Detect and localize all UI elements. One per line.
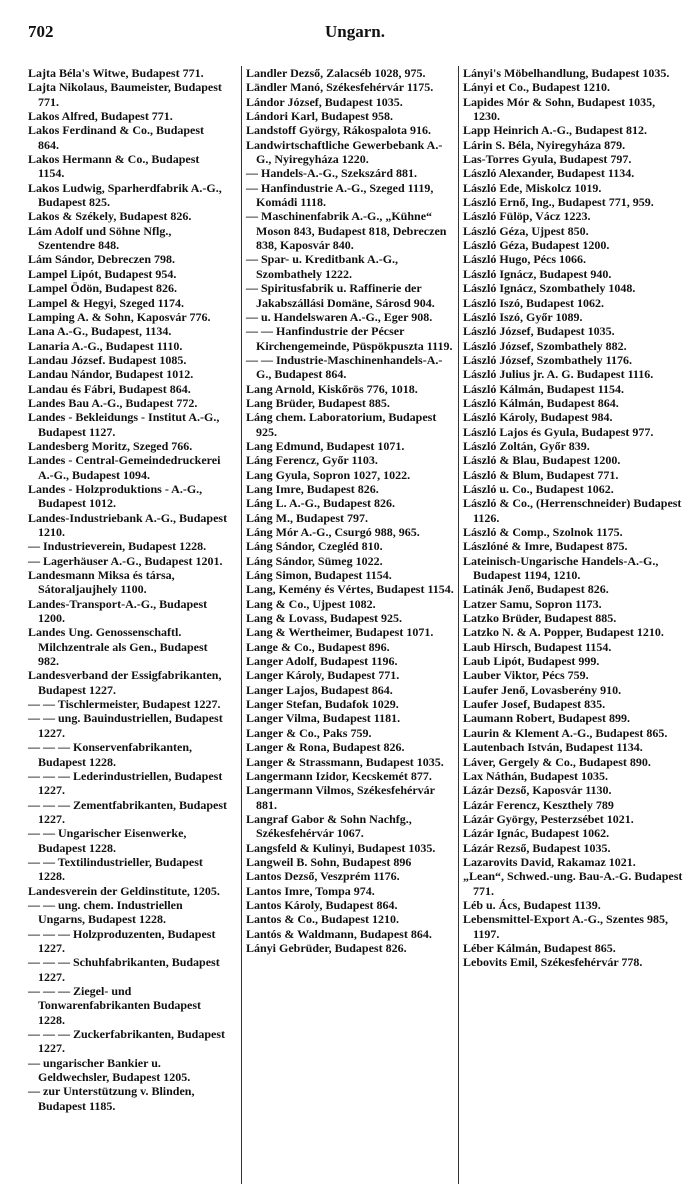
directory-entry: Lantós & Waldmann, Budapest 864. — [246, 926, 432, 941]
directory-entry: László Hugo, Pécs 1066. — [463, 252, 586, 267]
directory-entry: Lax Náthán, Budapest 1035. — [463, 768, 609, 783]
directory-entry: Lám Adolf und Söhne Nflg., Szentendre 848. — [28, 223, 172, 253]
directory-entry: Lantos & Co., Budapest 1210. — [246, 912, 400, 927]
directory-entry: — — — Schuhfabrikanten, Budapest 1227. — [28, 955, 220, 984]
directory-entry: Langermann Vilmos, Székesfehérvár 881. — [246, 783, 435, 812]
directory-entry: Léber Kálmán, Budapest 865. — [463, 940, 616, 955]
directory-entry: Langweil B. Sohn, Budapest 896 — [246, 854, 412, 869]
directory-entry: Laub Hirsch, Budapest 1154. — [463, 639, 612, 654]
running-title: Ungarn. — [325, 22, 385, 41]
directory-entry: Lang Arnold, Kiskőrös 776, 1018. — [246, 381, 418, 396]
directory-entry: Lang & Co., Ujpest 1082. — [246, 596, 376, 611]
directory-entry: Langer Adolf, Budapest 1196. — [246, 654, 398, 669]
directory-entry: — u. Handelswaren A.-G., Eger 908. — [246, 309, 433, 324]
directory-entry: László Iszó, Győr 1089. — [463, 309, 583, 324]
directory-entry: Láng M., Budapest 797. — [246, 510, 369, 525]
directory-entry: László Iszó, Budapest 1062. — [463, 295, 605, 310]
directory-entry: László u. Co., Budapest 1062. — [463, 481, 614, 496]
directory-entry: László Ignácz, Szombathely 1048. — [463, 281, 636, 296]
directory-entry: — — — Zementfabrikanten, Budapest 1227. — [28, 797, 228, 826]
directory-entry: Langer & Strassmann, Budapest 1035. — [246, 754, 444, 769]
directory-entry: Langer Vilma, Budapest 1181. — [246, 711, 401, 726]
directory-entry: Laumann Robert, Budapest 899. — [463, 711, 631, 726]
directory-entry: Laurin & Klement A.-G., Budapest 865. — [463, 725, 668, 740]
directory-entry: Lantos Dezső, Veszprém 1176. — [246, 869, 400, 884]
directory-entry: Láng Ferencz, Győr 1103. — [246, 453, 378, 468]
directory-entry: Lándor József, Budapest 1035. — [246, 94, 403, 109]
directory-entry: — — ung. Bauindustriellen, Budapest 1227. — [28, 711, 223, 740]
directory-entry: László Géza, Ujpest 850. — [463, 223, 589, 238]
directory-entry: Lászlóné & Imre, Budapest 875. — [463, 539, 628, 554]
directory-entry: Láng chem. Laboratorium, Budapest 925. — [246, 410, 437, 439]
directory-entry: Lakos Ferdinand & Co., Budapest 864. — [28, 123, 205, 152]
directory-entry: Landesberg Moritz, Szeged 766. — [28, 438, 193, 453]
column-2 — [241, 66, 456, 1184]
directory-entry: Landau Nándor, Budapest 1012. — [28, 367, 194, 382]
directory-entry: Lang Brüder, Budapest 885. — [246, 395, 390, 410]
directory-entry: — zur Unterstützung v. Blinden, Budapest 1185. — [28, 1084, 195, 1113]
directory-entry: Lajta Nikolaus, Baumeister, Budapest 771. — [28, 80, 222, 109]
directory-entry: Landes-Transport-A.-G., Budapest 1200. — [28, 596, 208, 626]
directory-entry: László József, Szombathely 1176. — [463, 352, 632, 367]
directory-entry: Langermann Izidor, Kecskemét 877. — [246, 768, 432, 783]
directory-entry: Léb u. Ács, Budapest 1139. — [463, 897, 601, 912]
directory-entry: Lazarovits David, Rakamaz 1021. — [463, 854, 636, 869]
directory-entry: — Spar- u. Kreditbank A.-G., Szombathely 1222. — [246, 252, 399, 281]
directory-entry: — — — Ziegel- und Tonwarenfabrikanten Budapest 1228. — [28, 984, 202, 1027]
column-1 — [28, 66, 228, 1184]
directory-entry: Las-Torres Gyula, Budapest 797. — [463, 152, 632, 167]
directory-entry: Lang & Lovass, Budapest 925. — [246, 611, 403, 626]
directory-entry: Lapides Mór & Sohn, Budapest 1035, 1230. — [463, 94, 656, 124]
directory-entry: Landesmann Miksa és társa, Sátoraljaujhely 1100. — [28, 568, 175, 597]
directory-entry: Lamping A. & Sohn, Kaposvár 776. — [28, 309, 211, 324]
directory-entry: Lana A.-G., Budapest, 1134. — [28, 324, 172, 339]
directory-entry: László József, Szombathely 882. — [463, 338, 627, 353]
directory-entry: Landes-Industriebank A.-G., Budapest 1210. — [28, 510, 228, 539]
directory-entry: Lang Gyula, Sopron 1027, 1022. — [246, 467, 411, 482]
directory-entry: Lázár Dezső, Kaposvár 1130. — [463, 783, 612, 798]
directory-entry: Latinák Jenő, Budapest 826. — [463, 582, 609, 597]
directory-entry: Langer Károly, Budapest 771. — [246, 668, 400, 683]
directory-entry: — — ung. chem. Industriellen Ungarns, Budapest 1228. — [28, 897, 183, 927]
directory-entry: László Julius jr. A. G. Budapest 1116. — [463, 367, 654, 382]
directory-entry: — — Ungarischer Eisenwerke, Budapest 1228. — [28, 826, 187, 855]
directory-entry: — — Tischlermeister, Budapest 1227. — [28, 697, 221, 712]
directory-entry: Lám Sándor, Debreczen 798. — [28, 252, 175, 267]
directory-entry: Lebovits Emil, Székesfehérvár 778. — [463, 955, 643, 970]
directory-entry: Landwirtschaftliche Gewerbebank A.-G., Nyiregyháza 1220. — [246, 137, 443, 167]
directory-entry: Lanaria A.-G., Budapest 1110. — [28, 338, 183, 353]
directory-entry: — ungarischer Bankier u. Geldwechsler, Budapest 1205. — [28, 1055, 191, 1085]
directory-entry: Lang Imre, Budapest 826. — [246, 481, 379, 496]
directory-entry: Landesverband der Essigfabrikanten, Budapest 1227. — [28, 668, 222, 697]
directory-entry: László & Comp., Szolnok 1175. — [463, 525, 623, 539]
directory-entry: Lapp Heinrich A.-G., Budapest 812. — [463, 123, 648, 138]
directory-entry: — — Industrie-Maschinenhandels-A.-G., Budapest 864. — [246, 352, 443, 382]
directory-entry: Láng L. A.-G., Budapest 826. — [246, 496, 396, 511]
directory-entry: Lándori Karl, Budapest 958. — [246, 109, 394, 124]
directory-entry: Lányi's Möbelhandlung, Budapest 1035. — [463, 66, 670, 80]
directory-entry: — Hanfindustrie A.-G., Szeged 1119, Komádi 1118. — [246, 180, 434, 210]
directory-entry: Láng Sándor, Sümeg 1022. — [246, 553, 383, 568]
directory-entry: — Industrieverein, Budapest 1228. — [28, 539, 207, 554]
directory-entry: László Lajos és Gyula, Budapest 977. — [463, 424, 654, 439]
directory-entry: Latzko Brüder, Budapest 885. — [463, 611, 617, 626]
directory-entry: László Alexander, Budapest 1134. — [463, 166, 635, 181]
directory-entry: Lárin S. Béla, Nyiregyháza 879. — [463, 137, 626, 152]
directory-entry: Lautenbach István, Budapest 1134. — [463, 740, 643, 755]
directory-entry: — — Textilindustrieller, Budapest 1228. — [28, 854, 203, 884]
directory-entry: Lantos Imre, Tompa 974. — [246, 883, 375, 898]
directory-entry: Landes Ung. Genossenschaftl. Milchzentrale als Gen., Budapest 982. — [28, 625, 208, 669]
directory-entry: — — — Zuckerfabrikanten, Budapest 1227. — [28, 1027, 226, 1056]
directory-entry: Láng Mór A.-G., Csurgó 988, 965. — [246, 525, 420, 539]
directory-entry: Landes Bau A.-G., Budapest 772. — [28, 395, 198, 410]
directory-entry: László Ernő, Ing., Budapest 771, 959. — [463, 195, 654, 210]
directory-entry: Lampel & Hegyi, Szeged 1174. — [28, 295, 184, 310]
directory-entry: László Károly, Budapest 984. — [463, 410, 613, 425]
directory-entry: Landes - Bekleidungs - Institut A.-G., Budapest 1127. — [28, 410, 220, 439]
directory-entry: — — — Holzproduzenten, Budapest 1227. — [28, 926, 216, 955]
directory-entry: Langer Lajos, Budapest 864. — [246, 682, 393, 697]
page-header — [28, 22, 682, 48]
directory-entry: László Ede, Miskolcz 1019. — [463, 180, 602, 195]
directory-entry: Lang, Kemény és Vértes, Budapest 1154. — [246, 582, 454, 597]
directory-entry: László Fülöp, Vácz 1223. — [463, 209, 591, 224]
directory-entry: Láver, Gergely & Co., Budapest 890. — [463, 754, 651, 769]
directory-entry: Latzko N. & A. Popper, Budapest 1210. — [463, 625, 664, 640]
directory-entry: Lakos Ludwig, Sparherdfabrik A.-G., Budapest 825. — [28, 180, 222, 210]
directory-entry: Lateinisch-Ungarische Handels-A.-G., Budapest 1194, 1210. — [463, 553, 659, 583]
directory-entry: Lányi Gebrüder, Budapest 826. — [246, 940, 407, 955]
directory-entry: Latzer Samu, Sopron 1173. — [463, 596, 602, 611]
directory-entry: — Maschinenfabrik A.-G., „Kühne“ Moson 843, Budapest 818, Debreczen 838, Kaposvár 840. — [246, 209, 447, 253]
directory-entry: László Ignácz, Budapest 940. — [463, 266, 612, 281]
directory-entry: — Handels-A.-G., Szekszárd 881. — [246, 166, 417, 181]
directory-entry: Lampel Lipót, Budapest 954. — [28, 266, 177, 281]
directory-entry: „Lean“, Schwed.-ung. Bau-A.-G. Budapest 771. — [463, 869, 683, 898]
page-number: 702 — [28, 22, 54, 41]
directory-entry: Langer & Co., Paks 759. — [246, 725, 372, 740]
directory-entry: Lázár Ignác, Budapest 1062. — [463, 826, 610, 841]
directory-entry: Lakos Hermann & Co., Budapest 1154. — [28, 152, 200, 181]
directory-entry: Lampel Ödön, Budapest 826. — [28, 281, 178, 296]
directory-entry: László József, Budapest 1035. — [463, 324, 615, 339]
directory-entry: Lajta Béla's Witwe, Budapest 771. — [28, 66, 204, 80]
directory-entry: Lauber Viktor, Pécs 759. — [463, 668, 589, 683]
directory-entry: Langer & Rona, Budapest 826. — [246, 740, 405, 755]
directory-entry: Laufer Josef, Budapest 835. — [463, 697, 606, 712]
column-3 — [458, 66, 685, 1184]
directory-entry: Langraf Gabor & Sohn Nachfg., Székesfehérvár 1067. — [246, 811, 412, 841]
directory-entry: Landes - Central-Gemeindedruckerei A.-G., Budapest 1094. — [28, 453, 221, 482]
directory-entry: Lázár Ferencz, Keszthely 789 — [463, 797, 614, 812]
directory-entry: Ländler Manó, Székesfehérvár 1175. — [246, 80, 434, 95]
directory-entry: Lázár Rezső, Budapest 1035. — [463, 840, 611, 855]
directory-entry: László Kálmán, Budapest 1154. — [463, 381, 625, 396]
directory-entry: László & Blum, Budapest 771. — [463, 467, 619, 482]
directory-entry: László Géza, Budapest 1200. — [463, 238, 610, 253]
directory-entry: Langer Stefan, Budafok 1029. — [246, 697, 399, 712]
directory-entry: Lange & Co., Budapest 896. — [246, 639, 390, 654]
directory-entry: Lázár György, Pesterzsébet 1021. — [463, 811, 634, 826]
directory-entry: Landes - Holzproduktions - A.-G., Budapest 1012. — [28, 481, 203, 511]
directory-entry: Láng Simon, Budapest 1154. — [246, 568, 392, 583]
directory-entry: — Lagerhäuser A.-G., Budapest 1201. — [28, 553, 223, 568]
directory-entry: Landstoff György, Rákospalota 916. — [246, 123, 432, 138]
directory-entry: László & Blau, Budapest 1200. — [463, 453, 621, 468]
directory-entry: László & Co., (Herrenschneider) Budapest 1126. — [463, 496, 682, 525]
directory-entry: Lakos & Székely, Budapest 826. — [28, 209, 192, 224]
directory-entry: László Kálmán, Budapest 864. — [463, 395, 619, 410]
directory-entry: Landau és Fábri, Budapest 864. — [28, 381, 191, 396]
directory-entry: Laub Lipót, Budapest 999. — [463, 654, 600, 669]
directory-entry: Lang & Wertheimer, Budapest 1071. — [246, 625, 434, 640]
directory-entry: — Spiritusfabrik u. Raffinerie der Jakabszállási Domäne, Sárosd 904. — [246, 281, 435, 310]
directory-entry: Landler Dezső, Zalacséb 1028, 975. — [246, 66, 426, 80]
directory-entry: — — — Lederindustriellen, Budapest 1227. — [28, 768, 223, 798]
directory-entry: — — — Konservenfabrikanten, Budapest 1228. — [28, 740, 193, 769]
directory-entry: Lantos Károly, Budapest 864. — [246, 897, 398, 912]
directory-entry: László Zoltán, Győr 839. — [463, 438, 590, 453]
directory-entry: Lányi et Co., Budapest 1210. — [463, 80, 611, 95]
directory-entry: Landau József. Budapest 1085. — [28, 352, 187, 367]
directory-entry: — — Hanfindustrie der Pécser Kirchengemeinde, Püspökpuszta 1119. — [246, 324, 453, 353]
directory-entry: Lang Edmund, Budapest 1071. — [246, 438, 405, 453]
directory-entry: Laufer Jenő, Lovasberény 910. — [463, 682, 622, 697]
directory-entry: Langsfeld & Kulinyi, Budapest 1035. — [246, 840, 436, 855]
directory-entry: Landesverein der Geldinstitute, 1205. — [28, 883, 220, 898]
directory-entry: Lakos Alfred, Budapest 771. — [28, 109, 173, 124]
directory-entry: Lebensmittel-Export A.-G., Szentes 985, 1197. — [463, 912, 668, 941]
directory-entry: Láng Sándor, Czegléd 810. — [246, 539, 383, 554]
